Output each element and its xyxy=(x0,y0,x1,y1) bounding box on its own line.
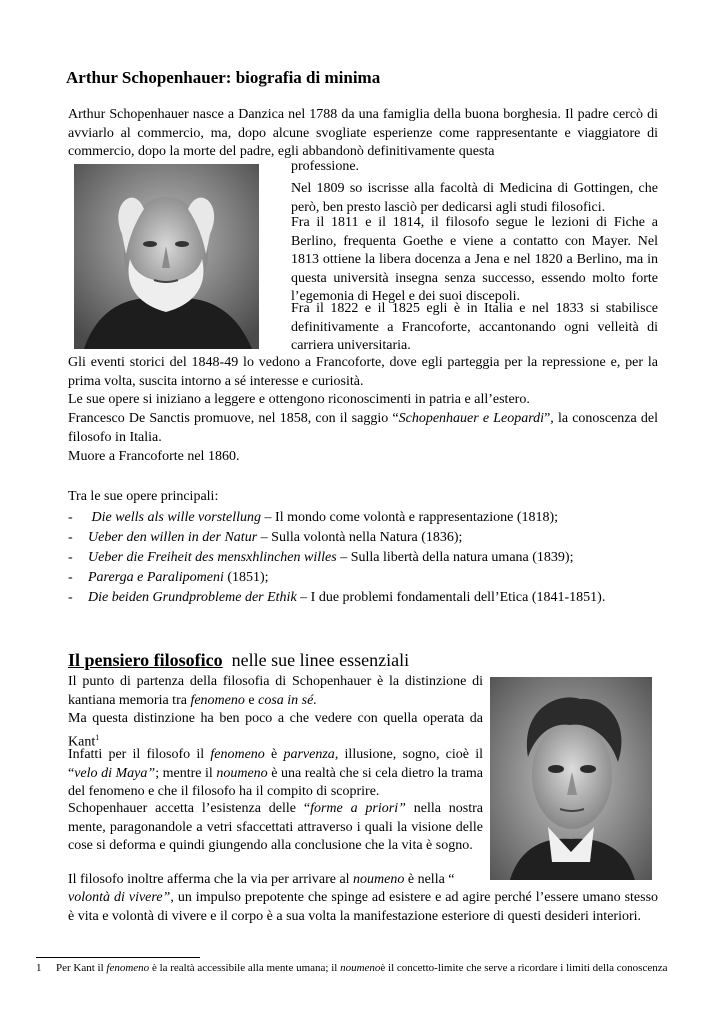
thought-paragraph: Ma questa distinzione ha ben poco a che vedere con quella operata da Kant$^1$ xyxy=(68,711,483,750)
work-text: Ueber den willen in der Natur – Sulla volontà nella Natura (1836); xyxy=(88,530,463,545)
bio-paragraph: Nel 1809 so iscrisse alla facoltà di Medicina di Gottingen, che però, ben presto lasciò per dedicarsi agli studi filosofici. xyxy=(291,181,658,215)
thought-paragraph: Infatti per il filosofo il fenomeno è parvenza, illusione, sogno, cioè il “velo di Maya”; mentre il noumeno è una realtà che si cela dietro la trama del fenomeno e che il filosofo ha il compito di scoprire. xyxy=(68,747,484,799)
bio-paragraph: Gli eventi storici del 1848-49 lo vedono a Francoforte, dove egli parteggia per la repressione e, per la prima volta, suscita intorno a sé interesse e curiosità. xyxy=(68,355,658,389)
footnote-ref[interactable]: 1 xyxy=(95,732,100,742)
work-item xyxy=(68,548,668,568)
work-text: Ueber die Freiheit des mensxhlinchen willes – Sulla libertà della natura umana (1839); xyxy=(88,550,574,565)
thought-paragraph: Schopenhauer accetta l’esistenza delle “forme a priori” nella nostra mente, paragonandole a vetri sfaccettati attraverso i quali la visione delle cose si deforma e quindi giungendo alla conclusione che la vita è sogno. xyxy=(68,801,484,853)
bio-paragraph: Le sue opere si iniziano a leggere e ottengono riconoscimenti in patria e all’estero. xyxy=(68,392,530,407)
bio-paragraph: Muore a Francoforte nel 1860. xyxy=(68,449,240,464)
work-item xyxy=(68,588,668,608)
bio-paragraph: Arthur Schopenhauer nasce a Danzica nel 1788 da una famiglia della buona borghesia. Il padre cercò di avviarlo al commercio, ma, dopo alcune svogliate esperienze come rappresentante e viaggiatore di commercio, dopo la morte del padre, egli abbandonò definitivamente questa xyxy=(68,107,658,159)
work-item xyxy=(68,568,668,588)
list-dash: - xyxy=(68,510,73,525)
portrait-young-schopenhauer xyxy=(490,677,652,880)
section-heading: Il pensiero filosofico nelle sue linee essenziali xyxy=(68,650,410,670)
footnote-divider xyxy=(36,957,200,958)
thought-paragraph-cont: volontà di vivere”, un impulso prepotente che spinge ad esistere e ad agire perché l’essere umano stesso è vita e volontà di vivere e il corpo è a sua volta la manifestazione esteriore di questi desideri interiori. xyxy=(68,890,659,924)
bio-paragraph: Fra il 1811 e il 1814, il filosofo segue le lezioni di Fiche a Berlino, frequenta Goethe e viene a contatto con Mayer. Nel 1813 ottiene la libera docenza a Jena e nel 1820 a Berlino, ma in questa università insegna senza successo, essendo molto forte l’egemonia di Hegel e dei suoi discepoli. xyxy=(291,215,658,304)
work-item xyxy=(68,508,668,528)
thought-paragraph: Il filosofo inoltre afferma che la via per arrivare al noumeno è nella “ xyxy=(68,872,455,887)
list-dash: - xyxy=(68,530,73,545)
work-text: Die wells als wille vorstellung – Il mondo come volontà e rappresentazione (1818); xyxy=(88,510,559,525)
work-item xyxy=(68,528,668,548)
list-dash: - xyxy=(68,570,73,585)
works-list xyxy=(68,508,668,608)
footnote xyxy=(36,961,696,975)
list-dash: - xyxy=(68,590,73,605)
footnote-text: Per Kant il fenomeno è la realtà accessibile alla mente umana; il noumenoè il concetto-limite che serve a ricordare i limiti della conoscenza xyxy=(56,962,668,974)
bio-paragraph: Fra il 1822 e il 1825 egli è in Italia e nel 1833 si stabilisce definitivamente a Francoforte, accantonando ogni velleità di carriera universitaria. xyxy=(291,301,658,353)
thought-paragraph: Il punto di partenza della filosofia di Schopenhauer è la distinzione di kantiana memoria tra fenomeno e cosa in sé. xyxy=(68,674,483,708)
portrait-old-schopenhauer xyxy=(74,164,259,349)
work-text: Parerga e Paralipomeni (1851); xyxy=(88,570,269,585)
list-dash: - xyxy=(68,550,73,565)
footnote-number: 1 xyxy=(36,962,42,974)
works-intro: Tra le sue opere principali: xyxy=(68,489,219,504)
page-title: Arthur Schopenhauer: biografia di minima xyxy=(66,68,381,87)
bio-paragraph-end: professione. xyxy=(291,159,360,174)
work-text: Die beiden Grundprobleme der Ethik – I due problemi fondamentali dell’Etica (1841-1851). xyxy=(88,590,606,605)
bio-paragraph: Francesco De Sanctis promuove, nel 1858, con il saggio “Schopenhauer e Leopardi”, la conoscenza del filosofo in Italia. xyxy=(68,411,658,445)
